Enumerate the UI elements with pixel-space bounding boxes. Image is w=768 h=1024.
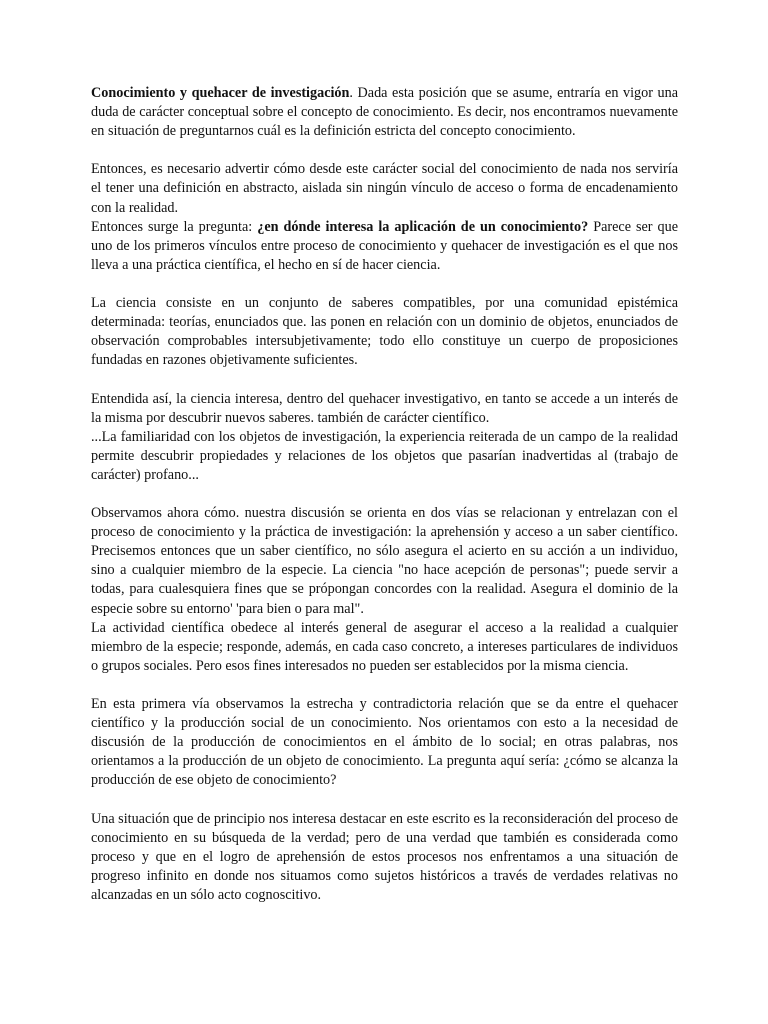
paragraph-3	[91, 218, 678, 275]
section-heading: Conocimiento y quehacer de investigación	[91, 85, 350, 101]
paragraph-1	[91, 84, 678, 141]
paragraph-7: Observamos ahora cómo. nuestra discusión se orienta en dos vías se relacionan y entrelazan con el proceso de conocimiento y la práctica de investigación: la aprehensión y acceso a un saber científico. Precisemos entonces que un saber científico, no sólo asegura el acierto en su acción a un individuo, sino a cualquier miembro de la especie. La ciencia "no hace acepción de personas"; puede servir a todas, para cualesquiera fines que se própongan concordes con la realidad. Asegura el dominio de la especie sobre su entorno' 'para bien o para mal".	[91, 505, 678, 617]
paragraph-3-text: Parece ser que uno de los primeros vínculos entre proceso de conocimiento y quehacer de investigación es el que nos lleva a una práctica científica, el hecho en sí de hacer ciencia.	[91, 218, 678, 273]
paragraph-1-text: . Dada esta posición que se asume, entraría en vigor una duda de carácter conceptual sobre el concepto de conocimiento. Es decir, nos encontramos nuevamente en situación de preguntarnos cuál es la definición estricta del concepto conocimiento.	[91, 85, 678, 140]
document-page	[91, 84, 678, 905]
paragraph-5: Entendida así, la ciencia interesa, dentro del quehacer investigativo, en tanto se accede a un interés de la misma por descubrir nuevos saberes. también de carácter científico.	[91, 390, 678, 426]
quote-paragraph: ...La familiaridad con los objetos de investigación, la experiencia reiterada de un campo de la realidad permite descubrir propiedades y relaciones de los objetos que pasarían inadvertidas al (trabajo de carácter) profano...	[91, 428, 678, 483]
paragraph-2: Entonces, es necesario advertir cómo desde este carácter social del conocimiento de nada nos serviría el tener una definición en abstracto, aislada sin ningún vínculo de acceso o forma de encadenamiento con la realidad.	[91, 161, 678, 216]
question-highlight: ¿en dónde interesa la aplicación de un conocimiento?	[257, 218, 589, 235]
paragraph-10: Una situación que de principio nos interesa destacar en este escrito es la reconsideración del proceso de conocimiento en su búsqueda de la verdad; pero de una verdad que también es considerada como proceso y que en el logro de aprehensión de estos procesos nos enfrentamos a una situación de progreso infinito en donde nos situamos como sujetos históricos a través de verdades relativas no alcanzadas en un sólo acto cognoscitivo.	[91, 810, 678, 903]
paragraph-3-intro: Entonces surge la pregunta:	[91, 218, 258, 235]
paragraph-4: La ciencia consiste en un conjunto de saberes compatibles, por una comunidad epistémica determinada: teorías, enunciados que. las ponen en relación con un dominio de objetos, enunciados de observación comprobables intersubjetivamente; todo ello constituye un cuerpo de proposiciones fundadas en razones objetivamente suficientes.	[91, 295, 678, 369]
paragraph-8: La actividad científica obedece al interés general de asegurar el acceso a la realidad a cualquier miembro de la especie; responde, además, en cada caso concreto, a intereses particulares de individuos o grupos sociales. Pero esos fines interesados no pueden ser establecidos por la misma ciencia.	[91, 619, 678, 674]
paragraph-9: En esta primera vía observamos la estrecha y contradictoria relación que se da entre el quehacer científico y la producción social de un conocimiento. Nos orientamos con esto a la necesidad de discusión de la producción de conocimientos en el ámbito de lo social; en otras palabras, nos orientamos a la producción de un objeto de conocimiento. La pregunta aquí sería: ¿cómo se alcanza la producción de ese objeto de conocimiento?	[91, 696, 678, 789]
